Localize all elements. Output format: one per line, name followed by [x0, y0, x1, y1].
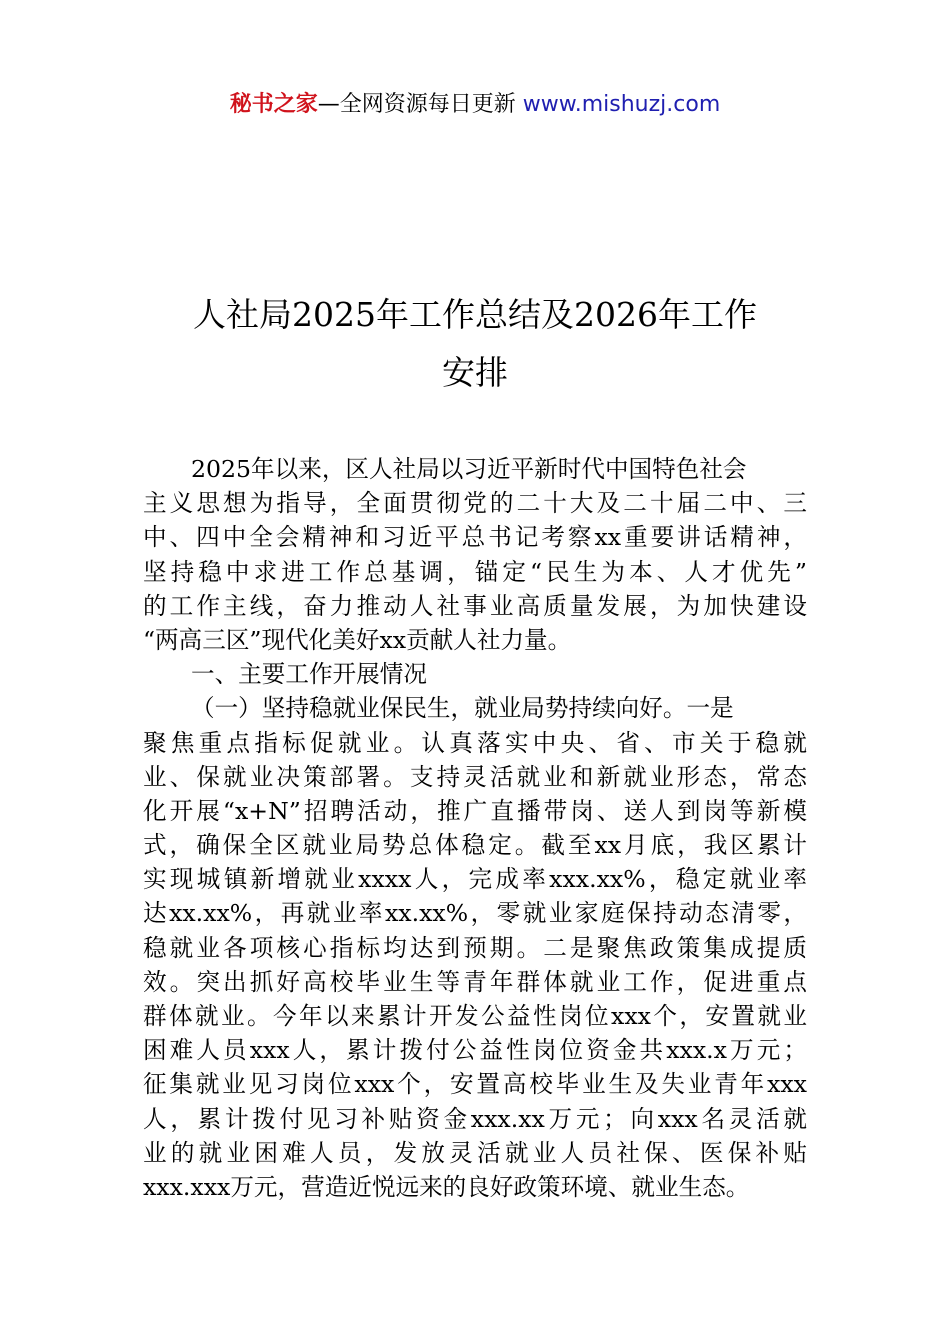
site-header: [0, 88, 950, 122]
body-line: 业的就业困难人员，发放灵活就业人员社保、医保补贴: [143, 1138, 807, 1167]
body-line: xxx.xxx万元，营造近悦远来的良好政策环境、就业生态。: [143, 1172, 750, 1201]
section-heading: 一、主要工作开展情况: [191, 660, 427, 689]
body-line: 2025年以来，区人社局以习近平新时代中国特色社会: [191, 455, 747, 483]
body-line: 实现城镇新增就业xxxx人，完成率xxx.xx%，稳定就业率: [143, 865, 807, 894]
body-line: 困难人员xxx人，累计拨付公益性岗位资金共xxx.x万元；: [143, 1036, 807, 1065]
site-url-link[interactable]: www.mishuzj.com: [522, 92, 721, 117]
site-tagline: —全网资源每日更新: [317, 92, 523, 117]
body-line: 人，累计拨付见习补贴资金xxx.xx万元；向xxx名灵活就: [143, 1104, 807, 1133]
body-line: 聚焦重点指标促就业。认真落实中央、省、市关于稳就: [143, 728, 807, 757]
body-line: “两高三区”现代化美好xx贡献人社力量。: [143, 625, 572, 654]
body-line: 征集就业见习岗位xxx个，安置高校毕业生及失业青年xxx: [143, 1070, 807, 1099]
body-line: 坚持稳中求进工作总基调，锚定“民生为本、人才优先”: [143, 557, 807, 586]
document-title: [150, 286, 800, 402]
body-line: 的工作主线，奋力推动人社事业高质量发展，为加快建设: [143, 591, 807, 620]
document-body: [143, 452, 807, 1204]
body-line: 群体就业。今年以来累计开发公益性岗位xxx个，安置就业: [143, 1002, 807, 1030]
body-line: 主义思想为指导，全面贯彻党的二十大及二十届二中、三: [143, 489, 807, 518]
body-line: 业、保就业决策部署。支持灵活就业和新就业形态，常态: [143, 762, 807, 791]
body-line: 效。突出抓好高校毕业生等青年群体就业工作，促进重点: [143, 967, 807, 996]
subsection-heading: （一）坚持稳就业保民生，就业局势持续向好。一是: [191, 694, 734, 723]
body-line: 化开展“x+N”招聘活动，推广直播带岗、送人到岗等新模: [143, 796, 807, 825]
body-line: 达xx.xx%，再就业率xx.xx%，零就业家庭保持动态清零，: [143, 899, 807, 928]
title-line-2: 安排: [442, 353, 508, 392]
body-line: 中、四中全会精神和习近平总书记考察xx重要讲话精神，: [143, 523, 807, 552]
site-brand: 秘书之家: [229, 92, 318, 117]
title-line-1: 人社局2025年工作总结及2026年工作: [193, 295, 757, 334]
body-line: 稳就业各项核心指标均达到预期。二是聚焦政策集成提质: [143, 933, 807, 962]
body-line: 式，确保全区就业局势总体稳定。截至xx月底，我区累计: [143, 831, 807, 860]
